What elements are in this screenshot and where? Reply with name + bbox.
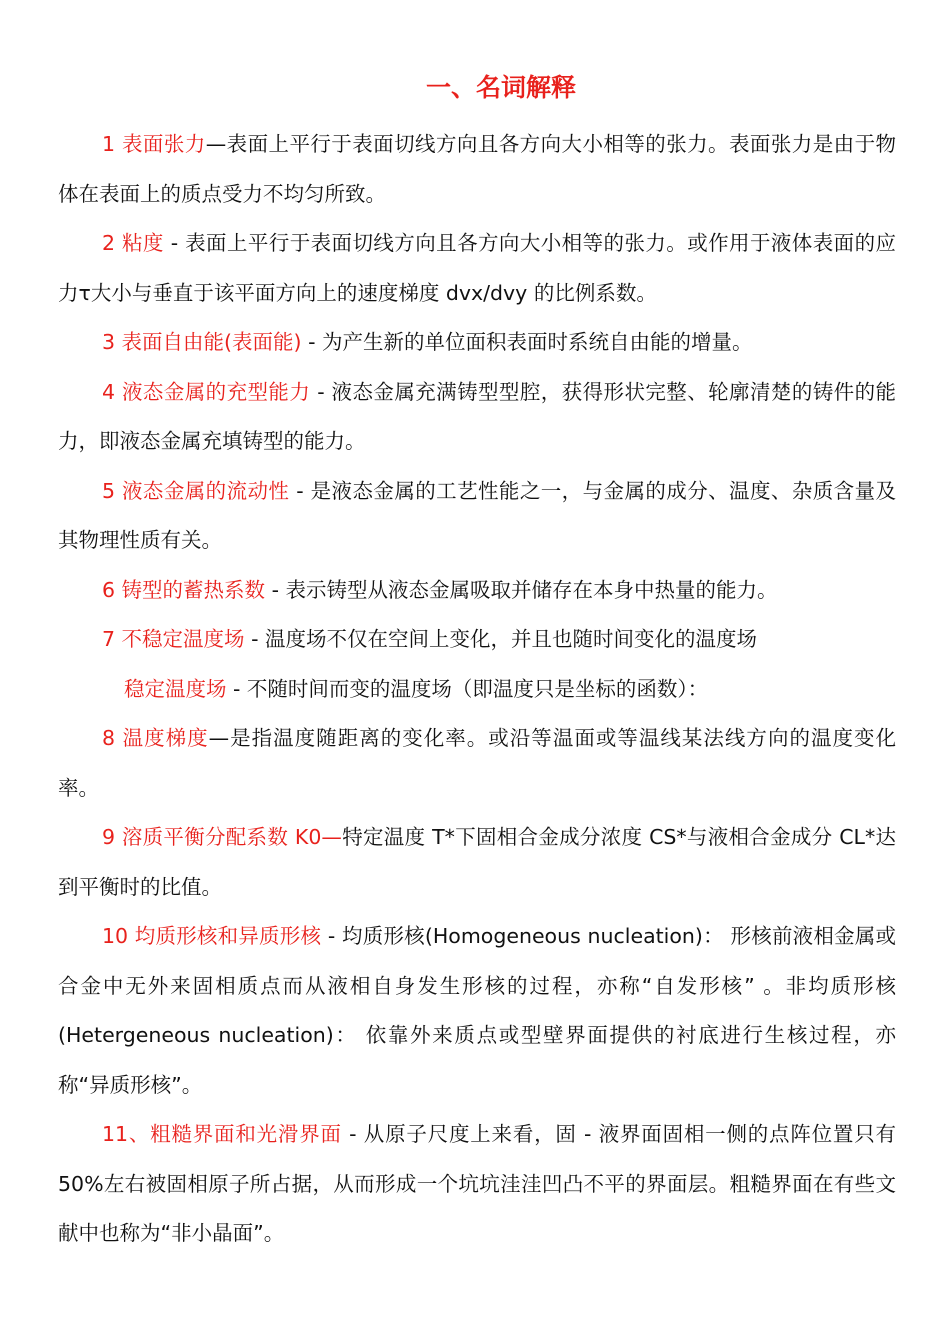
- definition-term: 9 溶质平衡分配系数 K0—: [102, 825, 342, 849]
- definition-item: [58, 813, 896, 912]
- definition-item: [58, 219, 896, 318]
- definition-text: - 不随时间而变的温度场（即温度只是坐标的函数）：: [226, 676, 709, 701]
- definition-text: - 表面上平行于表面切线方向且各方向大小相等的张力。或作用于液体表面的应力τ大小与垂直于该平面方向上的速度梯度 dvx/dvy 的比例系数。: [58, 231, 896, 305]
- definition-text: 特定温度 T*下固相合金成分浓度 CS*与液相合金成分 CL*达到平衡时的比值。: [58, 825, 896, 899]
- definition-term: 稳定温度场: [124, 676, 227, 701]
- definition-term: 5 液态金属的流动性: [102, 478, 290, 503]
- document-page: [58, 70, 896, 1259]
- definition-term: 4 液态金属的充型能力: [102, 379, 311, 404]
- definition-term: 11、粗糙界面和光滑界面: [102, 1122, 342, 1146]
- definition-term: 10 均质形核和异质形核: [102, 924, 322, 948]
- definition-text: - 温度场不仅在空间上变化，并且也随时间变化的温度场: [244, 627, 757, 651]
- definition-text: - 为产生新的单位面积表面时系统自由能的增量。: [301, 330, 753, 354]
- definition-term: 6 铸型的蓄热系数: [102, 577, 266, 602]
- definition-item: [58, 615, 896, 665]
- definition-item: [58, 368, 896, 467]
- section-title: 一、名词解释: [425, 73, 576, 102]
- definition-item: [58, 1110, 896, 1259]
- definition-item: [58, 318, 896, 368]
- definition-item: [58, 566, 896, 616]
- definition-term: 7 不稳定温度场: [102, 627, 245, 651]
- definition-term: 3 表面自由能(表面能): [102, 330, 302, 354]
- definition-item: [58, 714, 896, 813]
- definition-text: - 均质形核(Homogeneous nucleation)： 形核前液相金属或合金中无外来固相质点而从液相自身发生形核的过程，亦称“自发形核” 。非均质形核(Hetergeneous nucleation)： 依靠外来质点或型壁界面提供的衬底进行生核过程，亦称“异质形核”。: [58, 924, 896, 1097]
- definition-text: - 是液态金属的工艺性能之一，与金属的成分、温度、杂质含量及其物理性质有关。: [58, 478, 896, 552]
- definition-item: [58, 665, 896, 715]
- definition-text: - 表示铸型从液态金属吸取并储存在本身中热量的能力。: [265, 577, 778, 602]
- definition-term: 1 表面张力: [102, 132, 206, 156]
- definition-term: 2 粘度: [102, 231, 164, 255]
- definition-text: - 液态金属充满铸型型腔，获得形状完整、轮廓清楚的铸件的能力，即液态金属充填铸型的能力。: [58, 379, 896, 453]
- definition-text: - 从原子尺度上来看，固 - 液界面固相一侧的点阵位置只有 50%左右被固相原子所占据，从而形成一个坑坑洼洼凹凸不平的界面层。粗糙界面在有些文献中也称为“非小晶面”。: [58, 1122, 897, 1245]
- definition-item: [58, 912, 896, 1110]
- definition-text: —表面上平行于表面切线方向且各方向大小相等的张力。表面张力是由于物体在表面上的质点受力不均匀所致。: [58, 132, 897, 206]
- definition-text: —是指温度随距离的变化率。或沿等温面或等温线某法线方向的温度变化率。: [58, 726, 896, 800]
- definition-term: 8 温度梯度: [102, 726, 209, 750]
- definition-item: [58, 120, 896, 219]
- definition-item: [58, 467, 896, 566]
